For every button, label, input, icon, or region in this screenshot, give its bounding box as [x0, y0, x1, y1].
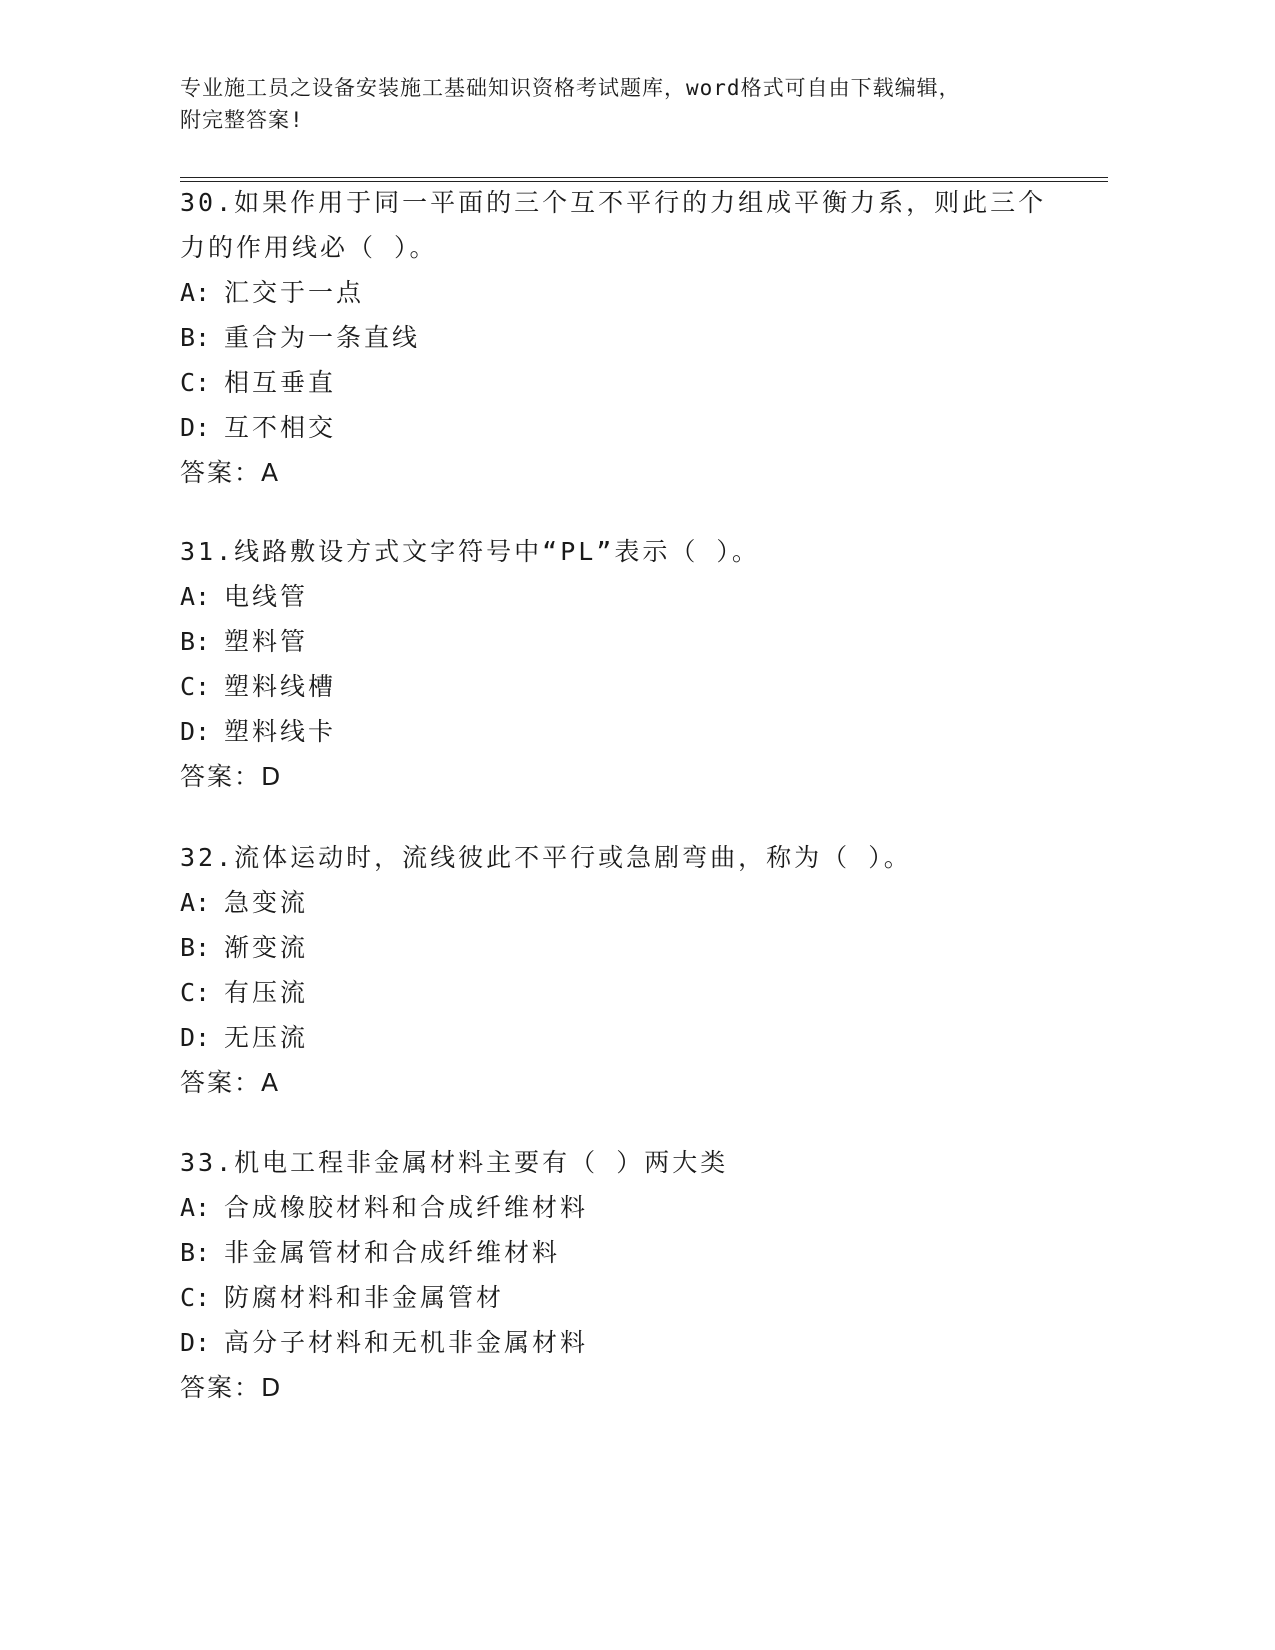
- option-text: 汇交于一点: [224, 278, 365, 307]
- header-line-2: 附完整答案!: [180, 108, 304, 132]
- option-letter: C:: [180, 1283, 211, 1312]
- option-text: 电线管: [224, 582, 309, 611]
- option-c: [180, 664, 1080, 709]
- question-stem: 32.流体运动时，流线彼此不平行或急剧弯曲，称为（ ）。: [180, 843, 912, 872]
- question-stem: 30.如果作用于同一平面的三个互不平行的力组成平衡力系，则此三个: [180, 188, 1047, 217]
- option-b: [180, 315, 1080, 360]
- option-text: 互不相交: [224, 413, 337, 442]
- option-d: [180, 1015, 1080, 1060]
- option-letter: C:: [180, 672, 211, 701]
- option-text: 防腐材料和非金属管材: [224, 1283, 505, 1312]
- option-text: 高分子材料和无机非金属材料: [224, 1328, 589, 1357]
- option-c: [180, 360, 1080, 405]
- option-text: 重合为一条直线: [224, 323, 421, 352]
- option-letter: A:: [180, 888, 211, 917]
- question-stem: 31.线路敷设方式文字符号中“PL”表示（ ）。: [180, 537, 760, 566]
- question-stem: 33.机电工程非金属材料主要有（ ）两大类: [180, 1148, 729, 1177]
- option-text: 合成橡胶材料和合成纤维材料: [224, 1193, 589, 1222]
- option-a: [180, 880, 1080, 925]
- option-text: 急变流: [224, 888, 309, 917]
- option-letter: D:: [180, 413, 211, 442]
- answer-line: 答案：A: [180, 458, 281, 487]
- option-text: 塑料线槽: [224, 672, 337, 701]
- option-c: [180, 1275, 1080, 1320]
- option-text: 非金属管材和合成纤维材料: [224, 1238, 561, 1267]
- option-text: 无压流: [224, 1023, 309, 1052]
- option-letter: B:: [180, 1238, 211, 1267]
- option-a: [180, 270, 1080, 315]
- option-letter: B:: [180, 323, 211, 352]
- option-d: [180, 709, 1080, 754]
- option-letter: C:: [180, 368, 211, 397]
- question-32: [180, 835, 1080, 1105]
- answer-line: 答案：D: [180, 1373, 283, 1402]
- option-letter: B:: [180, 627, 211, 656]
- option-letter: B:: [180, 933, 211, 962]
- option-b: [180, 619, 1080, 664]
- option-text: 塑料管: [224, 627, 309, 656]
- option-letter: A:: [180, 582, 211, 611]
- option-a: [180, 574, 1080, 619]
- answer-line: 答案：D: [180, 762, 283, 791]
- option-c: [180, 970, 1080, 1015]
- option-letter: D:: [180, 1023, 211, 1052]
- option-text: 塑料线卡: [224, 717, 337, 746]
- option-letter: C:: [180, 978, 211, 1007]
- question-stem-continued: 力的作用线必（ ）。: [180, 233, 438, 262]
- option-text: 渐变流: [224, 933, 309, 962]
- option-letter: D:: [180, 717, 211, 746]
- option-a: [180, 1185, 1080, 1230]
- question-33: [180, 1140, 1080, 1410]
- option-b: [180, 1230, 1080, 1275]
- option-d: [180, 1320, 1080, 1365]
- option-letter: D:: [180, 1328, 211, 1357]
- option-letter: A:: [180, 278, 211, 307]
- document-header: [180, 72, 1060, 136]
- option-text: 相互垂直: [224, 368, 337, 397]
- option-text: 有压流: [224, 978, 309, 1007]
- question-31: [180, 529, 1080, 799]
- option-b: [180, 925, 1080, 970]
- option-d: [180, 405, 1080, 450]
- header-line-1: 专业施工员之设备安装施工基础知识资格考试题库，word格式可自由下载编辑，: [180, 76, 961, 100]
- question-30: [180, 180, 1080, 495]
- option-letter: A:: [180, 1193, 211, 1222]
- answer-line: 答案：A: [180, 1068, 281, 1097]
